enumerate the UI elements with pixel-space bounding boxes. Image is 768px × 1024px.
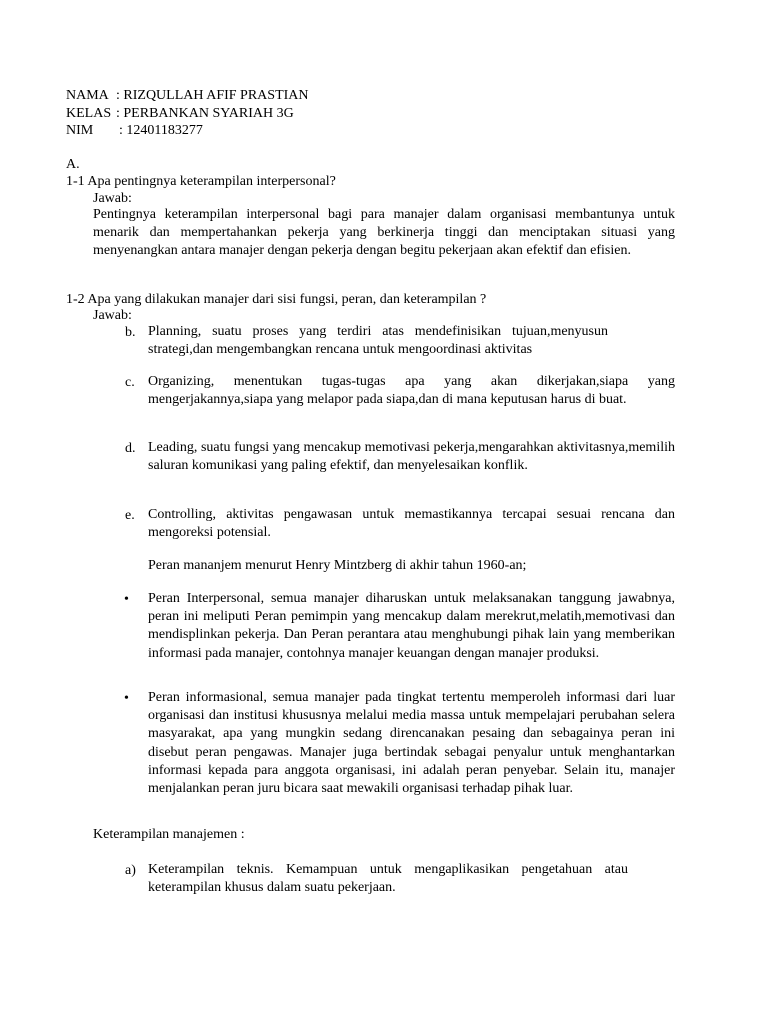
question-1-1: 1-1 Apa pentingnya keterampilan interpersonal? (66, 174, 336, 189)
list-marker: b. (125, 325, 136, 340)
answer-label-1-1: Jawab: (93, 191, 132, 206)
list-item-controlling: Controlling, aktivitas pengawasan untuk memastikannya tercapai sesuai rencana dan mengoreksi potensial. (148, 507, 675, 541)
role-interpersonal: Peran Interpersonal, semua manajer diharuskan untuk melaksanakan tanggung jawabnya, peran ini meliputi Peran pemimpin yang mencakup dalam merekrut,melatih,memotivasi dan mendisplinkan pekerja. Dan Peran perantara atau menghubungi pihak lain yang memberikan informasi pada manajer, contohnya manajer keuangan dengan manajer produksi. (148, 591, 675, 661)
nama-label: NAMA (66, 88, 109, 103)
list-item-organizing: Organizing, menentukan tugas-tugas apa yang akan dikerjakan,siapa yang mengerjakannya,siapa yang melapor pada siapa,dan di mana keputusan harus di buat. (148, 374, 675, 408)
section-a-label: A. (66, 157, 80, 172)
header-nim (66, 122, 203, 139)
nim-label: NIM (66, 123, 94, 138)
answer-1-1: Pentingnya keterampilan interpersonal bagi para manajer dalam organisasi membantunya untuk menarik dan mempertahankan pekerja yang berkinerja tinggi dan menciptakan situasi yang menyenangkan antara manajer dengan pekerja dengan begitu pekerjaan akan efektif dan efisien. (93, 207, 675, 259)
skills-intro: Keterampilan manajemen : (93, 827, 245, 842)
bullet-marker: • (124, 691, 129, 706)
header-nama (66, 87, 309, 104)
header-kelas (66, 105, 294, 122)
roles-intro: Peran mananjem menurut Henry Mintzberg di akhir tahun 1960-an; (148, 558, 527, 573)
kelas-label: KELAS (66, 106, 112, 121)
kelas-value: : PERBANKAN SYARIAH 3G (116, 106, 294, 121)
role-informational: Peran informasional, semua manajer pada tingkat tertentu memperoleh informasi dari luar organisasi dan institusi khususnya melalui media massa untuk mempelajari perubahan selera masyarakat, apa yang mungkin sedang direncanakan pesaing dan sebagainya peran ini disebut peran pengawas. Manajer juga bertindak sebagai penyalur untuk menghantarkan informasi kepada para anggota organisasi, ini adalah peran penyebar. Selain itu, manajer menjalankan peran juru bicara saat mewakili organisasi terhadap pihak luar. (148, 690, 675, 797)
list-marker: c. (125, 375, 135, 390)
question-1-2: 1-2 Apa yang dilakukan manajer dari sisi fungsi, peran, dan keterampilan ? (66, 292, 487, 307)
list-item-leading: Leading, suatu fungsi yang mencakup memotivasi pekerja,mengarahkan aktivitasnya,memilih saluran komunikasi yang paling efektif, dan menyelesaikan konflik. (148, 440, 675, 474)
nim-value: : 12401183277 (119, 123, 203, 138)
list-marker: a) (125, 863, 136, 878)
list-item-planning: Planning, suatu proses yang terdiri atas mendefinisikan tujuan,menyusun strategi,dan mengembangkan rencana untuk mengoordinasi aktivitas (148, 324, 608, 358)
skill-technical: Keterampilan teknis. Kemampuan untuk mengaplikasikan pengetahuan atau keterampilan khusus dalam suatu pekerjaan. (148, 862, 628, 896)
list-marker: e. (125, 508, 135, 523)
answer-label-1-2: Jawab: (93, 308, 132, 323)
bullet-marker: • (124, 592, 129, 607)
nama-value: : RIZQULLAH AFIF PRASTIAN (116, 88, 309, 103)
list-marker: d. (125, 441, 136, 456)
